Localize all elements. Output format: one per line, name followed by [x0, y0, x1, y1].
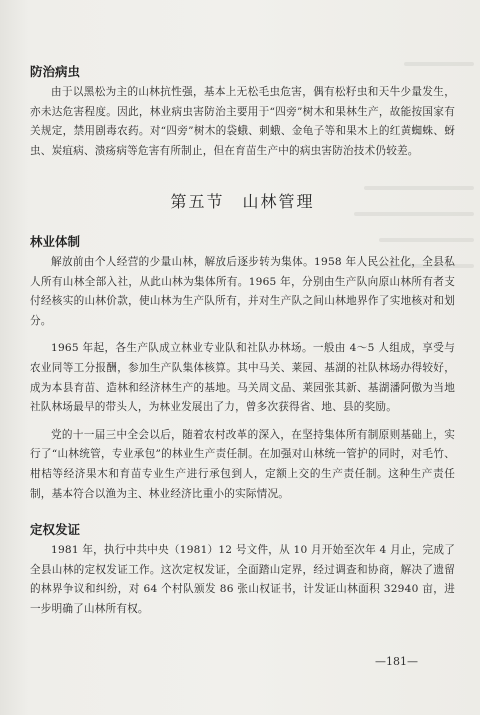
section-heading-pest-control: 防治病虫 — [30, 64, 81, 79]
chapter-title: 第五节 山林管理 — [170, 192, 315, 212]
paragraph-ownership-certification: 1981 年，执行中共中央（1981）12 号文件，从 10 月开始至次年 4 月止，完成了全县山林的定权发证工作。这次定权发证，全面踏山定界，经过调查和协商，解决了遗留的林界争议和纠纷，对 64 个村队颁发 86 张山权证书，计发证山林面积 32940 亩，进一步明确了山林所有权。 — [30, 544, 455, 615]
paragraph-forestry-system-2: 1965 年起，各生产队成立林业专业队和社队办林场。一般由 4～5 人组成，享受与农业同等工分报酬，参加生产队集体核算。其中马关、莱园、基湖的社队林场办得较好，成为本县育苗、造林和经济林生产的基地。马关周文品、莱园张其新、基湖潘阿傲为当地社队林场最早的带头人，为林业发展出了力，曾多次获得省、地、县的奖励。 — [30, 342, 455, 414]
page-content — [30, 62, 455, 619]
paragraph-pest-control: 由于以黑松为主的山林抗性强，基本上无松毛虫危害，偶有松籽虫和天牛少量发生，亦未达危害程度。因此，林业病虫害防治主要用于“四旁”树木和果林生产，故能按国家有关规定，禁用剧毒农药。对“四旁”树木的袋蛾、刺蛾、金龟子等和果木上的红黄蜘蛛、蚜虫、炭疽病、溃疡病等危害有所制止，但在育苗生产中的病虫害防治技术仍较差。 — [30, 86, 455, 157]
paragraph-forestry-system-1: 解放前由个人经营的少量山林，解放后逐步转为集体。1958 年人民公社化，全县私人所有山林全部入社，从此山林为集体所有。1965 年，分别由生产队向原山林所有者支付经核实的山林价款，使山林为生产队所有，并对生产队之间山林地界作了实地核对和划分。 — [30, 255, 455, 327]
section-heading-ownership-certification: 定权发证 — [30, 522, 81, 538]
paragraph-forestry-system-3: 党的十一届三中全会以后，随着农村改革的深入，在坚持集体所有制原则基础上，实行了“山林统管，专业承包”的林业生产责任制。在加强对山林统一管护的同时，对毛竹、柑桔等经济果木和育苗专业生产进行承包到人，定额上交的生产责任制。这种生产责任制，基本符合以渔为主、林业经济比重小的实际情况。 — [30, 428, 455, 500]
section-heading-forestry-system: 林业体制 — [30, 233, 81, 249]
page-number: —181— — [375, 655, 418, 668]
